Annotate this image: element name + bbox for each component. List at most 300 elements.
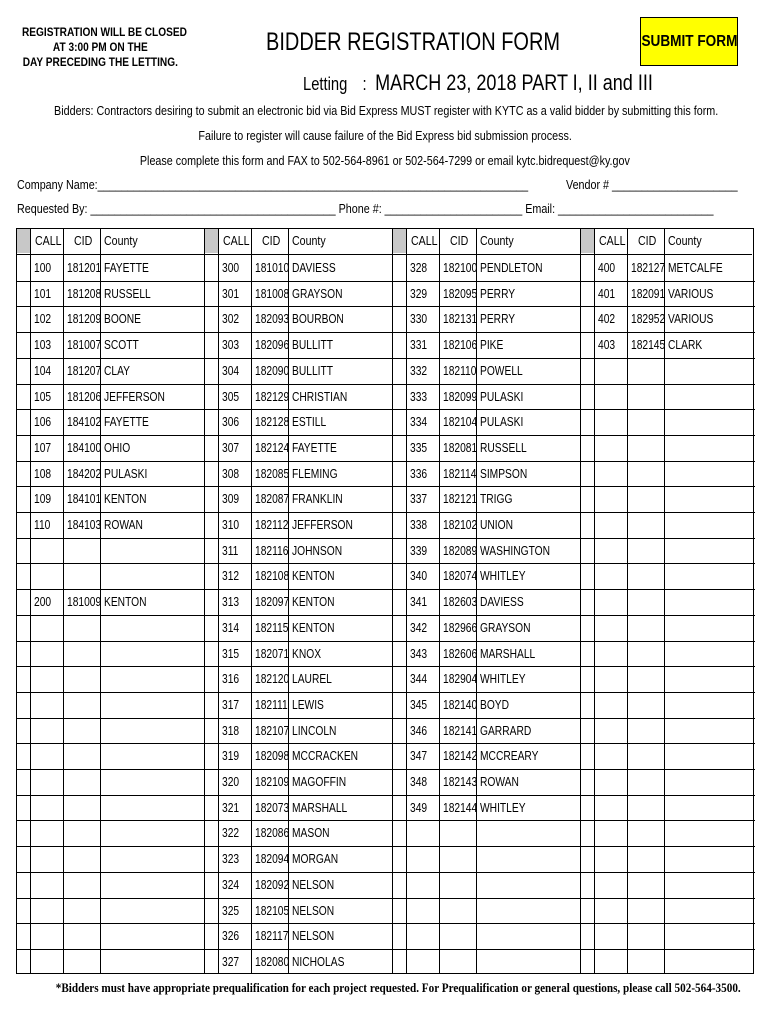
- call-cell: 344: [410, 672, 428, 686]
- row-divider: [17, 743, 205, 744]
- row-divider: [205, 435, 393, 436]
- call-cell: 107: [34, 441, 52, 455]
- county-cell: MORGAN: [292, 852, 339, 866]
- row-divider: [205, 898, 393, 899]
- row-divider: [393, 589, 581, 590]
- call-cell: 312: [222, 569, 240, 583]
- row-divider: [393, 949, 581, 950]
- call-cell: 337: [410, 492, 428, 506]
- header-spacer: [581, 229, 595, 253]
- row-divider: [393, 435, 581, 436]
- county-cell: SIMPSON: [480, 467, 528, 481]
- letting-date: MARCH 23, 2018 PART I, II and III: [375, 70, 653, 95]
- row-divider: [205, 538, 393, 539]
- call-cell: 200: [34, 595, 52, 609]
- header-county: County: [104, 234, 138, 248]
- row-divider: [205, 795, 393, 796]
- call-cell: 307: [222, 441, 240, 455]
- row-divider: [17, 718, 205, 719]
- row-divider: [17, 923, 205, 924]
- cid-cell: 182081: [443, 441, 478, 455]
- row-divider: [205, 872, 393, 873]
- cid-cell: 182094: [255, 852, 290, 866]
- header-spacer: [393, 229, 407, 253]
- county-cell: WASHINGTON: [480, 544, 551, 558]
- cid-cell: 182114: [443, 467, 477, 481]
- row-divider: [581, 589, 755, 590]
- row-divider: [393, 409, 581, 410]
- cid-cell: 181201: [67, 261, 102, 275]
- row-divider: [205, 718, 393, 719]
- row-divider: [581, 743, 755, 744]
- instruction-line-1: Bidders: Contractors desiring to submit an electronic bid via Bid Express MUST register with KYTC as a valid bidder by submitting this form.: [54, 104, 719, 118]
- row-divider: [17, 486, 205, 487]
- call-cell: 302: [222, 312, 240, 326]
- county-cell: FLEMING: [292, 467, 338, 481]
- row-divider: [581, 795, 755, 796]
- row-divider: [205, 820, 393, 821]
- call-cell: 313: [222, 595, 240, 609]
- call-cell: 349: [410, 801, 428, 815]
- row-divider: [17, 538, 205, 539]
- county-cell: JEFFERSON: [104, 390, 165, 404]
- county-cell: KENTON: [104, 492, 147, 506]
- call-cell: 324: [222, 878, 240, 892]
- row-divider: [205, 486, 393, 487]
- call-cell: 345: [410, 698, 428, 712]
- cid-cell: 182952: [631, 312, 666, 326]
- row-divider: [205, 281, 393, 282]
- column-divider: [439, 229, 440, 973]
- county-cell: NICHOLAS: [292, 955, 345, 969]
- county-cell: VARIOUS: [668, 287, 714, 301]
- row-divider: [205, 769, 393, 770]
- row-divider: [205, 306, 393, 307]
- row-divider: [393, 923, 581, 924]
- column-divider: [594, 229, 595, 973]
- call-cell: 333: [410, 390, 428, 404]
- phone-label: Phone #:: [338, 202, 382, 216]
- row-divider: [393, 461, 581, 462]
- row-divider: [205, 332, 393, 333]
- county-cell: PULASKI: [480, 390, 524, 404]
- row-divider: [17, 820, 205, 821]
- call-cell: 104: [34, 364, 52, 378]
- call-cell: 305: [222, 390, 240, 404]
- cid-cell: 181008: [255, 287, 290, 301]
- county-cell: POWELL: [480, 364, 523, 378]
- call-cell: 400: [598, 261, 616, 275]
- cid-cell: 184100: [67, 441, 102, 455]
- cid-cell: 182080: [255, 955, 290, 969]
- county-cell: NELSON: [292, 929, 335, 943]
- row-divider: [393, 358, 581, 359]
- row-divider: [581, 281, 755, 282]
- row-divider: [581, 898, 755, 899]
- cid-cell: 182116: [255, 544, 289, 558]
- county-cell: DAVIESS: [292, 261, 336, 275]
- county-cell: PERRY: [480, 312, 516, 326]
- row-divider: [581, 949, 755, 950]
- cid-cell: 182100: [443, 261, 478, 275]
- call-cell: 341: [410, 595, 428, 609]
- row-divider: [205, 743, 393, 744]
- company-name-label: Company Name:: [17, 178, 98, 192]
- county-cell: METCALFE: [668, 261, 723, 275]
- requested-by-line[interactable]: _________________________________________: [90, 202, 336, 216]
- phone-line[interactable]: _______________________: [384, 202, 523, 216]
- cid-cell: 182131: [443, 312, 478, 326]
- cid-cell: 182107: [255, 724, 290, 738]
- row-divider: [393, 898, 581, 899]
- row-divider: [581, 409, 755, 410]
- county-cell: FAYETTE: [292, 441, 337, 455]
- call-cell: 102: [34, 312, 52, 326]
- call-cell: 101: [34, 287, 52, 301]
- submit-form-button[interactable]: [640, 17, 738, 66]
- row-divider: [17, 358, 205, 359]
- county-cell: FRANKLIN: [292, 492, 343, 506]
- county-cell: FAYETTE: [104, 415, 149, 429]
- header-county: County: [668, 234, 702, 248]
- row-divider: [393, 666, 581, 667]
- requested-by-field[interactable]: [17, 202, 714, 216]
- call-cell: 335: [410, 441, 428, 455]
- row-divider: [393, 512, 581, 513]
- row-divider: [393, 872, 581, 873]
- cid-cell: 181010: [255, 261, 290, 275]
- call-cell: 330: [410, 312, 428, 326]
- call-cell: 328: [410, 261, 428, 275]
- row-divider: [581, 846, 755, 847]
- call-cell: 326: [222, 929, 240, 943]
- county-cell: CLARK: [668, 338, 703, 352]
- cid-cell: 182087: [255, 492, 290, 506]
- row-divider: [17, 872, 205, 873]
- row-divider: [17, 615, 205, 616]
- row-divider: [393, 486, 581, 487]
- cid-cell: 182121: [443, 492, 478, 506]
- row-divider: [393, 692, 581, 693]
- instruction-line-2: Failure to register will cause failure of the Bid Express bid submission process.: [198, 129, 572, 143]
- call-cell: 310: [222, 518, 240, 532]
- row-divider: [581, 641, 755, 642]
- row-divider: [393, 538, 581, 539]
- column-divider: [63, 229, 64, 973]
- column-divider: [30, 229, 31, 973]
- row-divider: [205, 692, 393, 693]
- county-cell: MARSHALL: [480, 647, 536, 661]
- cid-cell: 182966: [443, 621, 478, 635]
- cid-cell: 184202: [67, 467, 102, 481]
- cid-cell: 184103: [67, 518, 102, 532]
- row-divider: [393, 384, 581, 385]
- company-name-field[interactable]: [17, 178, 528, 192]
- call-cell: 343: [410, 647, 428, 661]
- row-divider: [393, 615, 581, 616]
- header-cid: CID: [450, 234, 469, 248]
- row-divider: [205, 358, 393, 359]
- call-cell: 331: [410, 338, 428, 352]
- cid-cell: 182085: [255, 467, 290, 481]
- call-cell: 308: [222, 467, 240, 481]
- county-cell: BOURBON: [292, 312, 344, 326]
- project-table: [16, 228, 754, 974]
- county-cell: JEFFERSON: [292, 518, 353, 532]
- row-divider: [205, 923, 393, 924]
- cid-cell: 182110: [443, 364, 477, 378]
- cid-cell: 181207: [67, 364, 102, 378]
- row-divider: [205, 615, 393, 616]
- cid-cell: 182102: [443, 518, 478, 532]
- notice-line-2: AT 3:00 PM ON THE: [52, 42, 148, 54]
- notice-line-3: DAY PRECEDING THE LETTING.: [22, 57, 178, 69]
- county-cell: BULLITT: [292, 338, 334, 352]
- cid-cell: 181209: [67, 312, 102, 326]
- county-cell: BULLITT: [292, 364, 334, 378]
- row-divider: [17, 692, 205, 693]
- call-cell: 106: [34, 415, 52, 429]
- vendor-label: Vendor #: [566, 178, 610, 192]
- instruction-line-3: Please complete this form and FAX to 502-564-8961 or 502-564-7299 or email kytc.bidrequest@ky.gov: [140, 154, 630, 168]
- row-divider: [17, 512, 205, 513]
- county-cell: LAUREL: [292, 672, 332, 686]
- call-cell: 403: [598, 338, 616, 352]
- row-divider: [581, 615, 755, 616]
- prequalification-note: *Bidders must have appropriate prequalification for each project requested. For Prequalification or general questions, please call 502-564-3500.: [55, 980, 741, 995]
- row-divider: [581, 923, 755, 924]
- county-cell: PERRY: [480, 287, 516, 301]
- cid-cell: 182099: [443, 390, 478, 404]
- call-cell: 105: [34, 390, 52, 404]
- cid-cell: 182124: [255, 441, 290, 455]
- cid-cell: 182096: [255, 338, 290, 352]
- county-cell: UNION: [480, 518, 514, 532]
- row-divider: [17, 949, 205, 950]
- cid-cell: 182140: [443, 698, 478, 712]
- column-divider: [406, 229, 407, 973]
- call-cell: 314: [222, 621, 240, 635]
- cid-cell: 182089: [443, 544, 478, 558]
- submit-form-label: SUBMIT FORM: [641, 32, 737, 50]
- county-cell: WHITLEY: [480, 672, 526, 686]
- row-divider: [17, 589, 205, 590]
- row-divider: [205, 846, 393, 847]
- row-divider: [205, 512, 393, 513]
- call-cell: 334: [410, 415, 428, 429]
- row-divider: [17, 795, 205, 796]
- header-county: County: [480, 234, 514, 248]
- row-divider: [17, 563, 205, 564]
- county-cell: PULASKI: [480, 415, 524, 429]
- row-divider: [581, 332, 755, 333]
- row-divider: [581, 538, 755, 539]
- row-divider: [17, 306, 205, 307]
- call-cell: 336: [410, 467, 428, 481]
- row-divider: [393, 281, 581, 282]
- row-divider: [17, 641, 205, 642]
- cid-cell: 182098: [255, 749, 290, 763]
- county-cell: MASON: [292, 826, 330, 840]
- cid-cell: 182120: [255, 672, 290, 686]
- row-divider: [581, 692, 755, 693]
- row-divider: [581, 666, 755, 667]
- call-cell: 304: [222, 364, 240, 378]
- county-cell: PIKE: [480, 338, 504, 352]
- cid-cell: 182106: [443, 338, 478, 352]
- cid-cell: 181007: [67, 338, 102, 352]
- county-cell: OHIO: [104, 441, 131, 455]
- cid-cell: 182141: [443, 724, 478, 738]
- call-cell: 309: [222, 492, 240, 506]
- row-divider: [393, 846, 581, 847]
- cid-cell: 182127: [631, 261, 666, 275]
- row-divider: [17, 898, 205, 899]
- form-title: BIDDER REGISTRATION FORM: [266, 28, 561, 56]
- letting-label: Letting: [303, 74, 348, 94]
- header-spacer: [17, 229, 31, 253]
- cid-cell: 182145: [631, 338, 666, 352]
- row-divider: [205, 461, 393, 462]
- row-divider: [393, 769, 581, 770]
- county-cell: PULASKI: [104, 467, 148, 481]
- company-name-line[interactable]: ________________________________________________________________________: [97, 178, 529, 192]
- header-call: CALL: [35, 234, 62, 248]
- cid-cell: 184101: [67, 492, 102, 506]
- row-divider: [581, 512, 755, 513]
- vendor-field[interactable]: [566, 178, 738, 192]
- row-divider: [393, 332, 581, 333]
- county-cell: CLAY: [104, 364, 131, 378]
- county-cell: BOONE: [104, 312, 142, 326]
- header-call: CALL: [599, 234, 626, 248]
- letting-separator: :: [362, 74, 367, 94]
- row-divider: [581, 435, 755, 436]
- column-divider: [218, 229, 219, 973]
- cid-cell: 182090: [255, 364, 290, 378]
- row-divider: [17, 409, 205, 410]
- cid-cell: 182128: [255, 415, 290, 429]
- county-cell: MCCRACKEN: [292, 749, 359, 763]
- county-cell: RUSSELL: [480, 441, 527, 455]
- county-cell: GRAYSON: [292, 287, 343, 301]
- cid-cell: 182093: [255, 312, 290, 326]
- row-divider: [205, 589, 393, 590]
- row-divider: [393, 795, 581, 796]
- county-cell: GARRARD: [480, 724, 532, 738]
- email-label: Email:: [525, 202, 556, 216]
- county-cell: KNOX: [292, 647, 322, 661]
- row-divider: [205, 384, 393, 385]
- call-cell: 339: [410, 544, 428, 558]
- column-divider: [392, 229, 393, 973]
- column-divider: [204, 229, 205, 973]
- row-divider: [17, 332, 205, 333]
- county-cell: BOYD: [480, 698, 510, 712]
- county-cell: ESTILL: [292, 415, 327, 429]
- county-cell: WHITLEY: [480, 801, 526, 815]
- county-cell: PENDLETON: [480, 261, 543, 275]
- call-cell: 401: [598, 287, 616, 301]
- call-cell: 329: [410, 287, 428, 301]
- column-divider: [580, 229, 581, 973]
- call-cell: 338: [410, 518, 428, 532]
- call-cell: 323: [222, 852, 240, 866]
- row-divider: [205, 666, 393, 667]
- registration-notice: [22, 26, 187, 71]
- row-divider: [17, 435, 205, 436]
- call-cell: 317: [222, 698, 240, 712]
- row-divider: [581, 306, 755, 307]
- row-divider: [581, 563, 755, 564]
- row-divider: [393, 718, 581, 719]
- vendor-line[interactable]: _____________________: [612, 178, 738, 192]
- county-cell: VARIOUS: [668, 312, 714, 326]
- call-cell: 322: [222, 826, 240, 840]
- call-cell: 340: [410, 569, 428, 583]
- column-divider: [251, 229, 252, 973]
- cid-cell: 182092: [255, 878, 290, 892]
- row-divider: [581, 718, 755, 719]
- county-cell: NELSON: [292, 878, 335, 892]
- county-cell: SCOTT: [104, 338, 139, 352]
- row-divider: [17, 461, 205, 462]
- cid-cell: 182904: [443, 672, 478, 686]
- county-cell: KENTON: [292, 621, 335, 635]
- county-cell: FAYETTE: [104, 261, 149, 275]
- cid-cell: 182091: [631, 287, 666, 301]
- header-call: CALL: [223, 234, 250, 248]
- cid-cell: 182109: [255, 775, 290, 789]
- cid-cell: 182142: [443, 749, 478, 763]
- county-cell: ROWAN: [480, 775, 519, 789]
- call-cell: 109: [34, 492, 52, 506]
- row-divider: [581, 358, 755, 359]
- call-cell: 108: [34, 467, 52, 481]
- call-cell: 348: [410, 775, 428, 789]
- call-cell: 301: [222, 287, 240, 301]
- county-cell: LEWIS: [292, 698, 324, 712]
- letting-row: [303, 70, 653, 96]
- cid-cell: 182115: [255, 621, 289, 635]
- row-divider: [393, 306, 581, 307]
- call-cell: 306: [222, 415, 240, 429]
- call-cell: 319: [222, 749, 240, 763]
- row-divider: [17, 769, 205, 770]
- email-line[interactable]: __________________________: [558, 202, 714, 216]
- cid-cell: 182144: [443, 801, 478, 815]
- cid-cell: 182117: [255, 929, 289, 943]
- county-cell: RUSSELL: [104, 287, 151, 301]
- table-header: [17, 229, 752, 255]
- cid-cell: 182105: [255, 904, 290, 918]
- cid-cell: 182104: [443, 415, 478, 429]
- header-county: County: [292, 234, 326, 248]
- row-divider: [581, 384, 755, 385]
- call-cell: 316: [222, 672, 240, 686]
- cid-cell: 182111: [255, 698, 288, 712]
- row-divider: [205, 949, 393, 950]
- notice-line-1: REGISTRATION WILL BE CLOSED: [22, 27, 187, 39]
- cid-cell: 182108: [255, 569, 290, 583]
- row-divider: [17, 846, 205, 847]
- row-divider: [17, 666, 205, 667]
- call-cell: 327: [222, 955, 240, 969]
- call-cell: 315: [222, 647, 240, 661]
- row-divider: [205, 563, 393, 564]
- row-divider: [205, 641, 393, 642]
- row-divider: [581, 461, 755, 462]
